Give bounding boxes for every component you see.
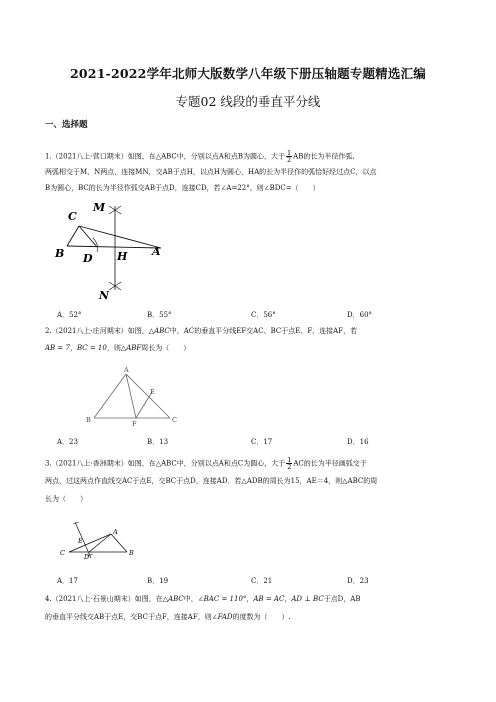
q1-line1 (45, 150, 465, 163)
q1-label-n: N (99, 289, 110, 302)
q3-option-b[interactable]: B．19 (147, 577, 169, 585)
q4-line2: 的垂直平分线交AB于点E，交BC于点F，连接AF，则∠FAD的度数为（ ）. (45, 613, 291, 621)
q1-option-a[interactable]: A．52° (57, 311, 82, 319)
q1-label-a: A (152, 245, 161, 258)
q2-option-a[interactable]: A．23 (57, 438, 78, 446)
q3-figure (57, 520, 147, 560)
q2-label-b: B (86, 416, 91, 424)
q1-label-m: M (93, 201, 106, 214)
q1-label-d: D (83, 252, 93, 265)
q2-option-d[interactable]: D．16 (347, 438, 369, 446)
q2-label-f: F (132, 420, 137, 428)
q3-option-a[interactable]: A．17 (57, 577, 78, 585)
q1-line2: 两弧相交于M、N两点，连接MN，交AB于点H，以点H为圆心，HA的长为半径作的弧恰好经过点C，以点 (45, 168, 377, 176)
q2-option-c[interactable]: C．17 (251, 438, 273, 446)
q3-label-e: E (78, 537, 83, 545)
q1-fraction: $\frac{1}{2}$ (287, 149, 292, 164)
q3-label-a: A (113, 528, 118, 536)
q3-option-d[interactable]: D．23 (347, 577, 369, 585)
q2-label-a: A (124, 366, 129, 374)
q3-line2: 两点，过这两点作直线交AC于点E，交BC于点D，连接AD．若△ADB的周长为15，AE＝4，则△ABC的周 (45, 477, 378, 485)
q1-label-b: B (55, 247, 65, 260)
q1-line3: B为圆心，BC的长为半径作弧交AB于点D，连接CD，若∠A=22°，则∠BDC=（ ） (45, 184, 320, 192)
q3-fraction: $\frac{1}{2}$ (287, 456, 292, 471)
q1-figure (55, 198, 175, 304)
q2-line2: AB = 7，BC = 10，则△ABF周长为（ ） (45, 344, 191, 352)
section-heading: 一、选择题 (45, 120, 88, 130)
q1-label-c: C (68, 210, 77, 223)
q4-line1: 4.（2021八上·石景山期末）如图，在△ABC中，∠BAC = 110°，AB = AC，AD ⊥ BC于点D，AB (45, 595, 361, 603)
q3-line1: 3.（2021八上·香洲期末）如图，在△ABC中，分别以点A和点C为圆心，大于 $\frac{1}{2}$ AC的长为半径画弧交于 (45, 456, 367, 471)
q3-label-d: D (84, 553, 90, 561)
q3-line3: 长为（ ） (45, 495, 87, 503)
q2-label-e: E (150, 388, 155, 396)
q3-label-b: B (129, 549, 134, 557)
q3-option-c[interactable]: C．21 (251, 577, 273, 585)
q1-option-d[interactable]: D．60° (347, 311, 373, 319)
q1-option-c[interactable]: C．56° (251, 311, 276, 319)
q1-label-h: H (117, 250, 128, 263)
document-subtitle: 专题02 线段的垂直平分线 (175, 94, 321, 109)
q3-label-c: C (60, 549, 65, 557)
q1-text-a: 1.（2021八上·营口期末）如图，在△ABC中，分别以点A和点B为圆心，大于 (45, 152, 285, 161)
q2-line1: 2.（2021八上·庄河期末）如图，△ABC中，AC的垂直平分线EF交AC、BC于点E、F，连接AF，若 (45, 327, 358, 335)
q2-label-c: C (172, 416, 177, 424)
q2-option-b[interactable]: B．13 (147, 438, 169, 446)
q1-option-b[interactable]: B．55° (147, 311, 172, 319)
q2-figure (86, 366, 186, 428)
q1-text-b: AB的长为半径作弧, (293, 152, 355, 161)
document-title: 2021-2022学年北师大版数学八年级下册压轴题专题精选汇编 (70, 66, 426, 81)
